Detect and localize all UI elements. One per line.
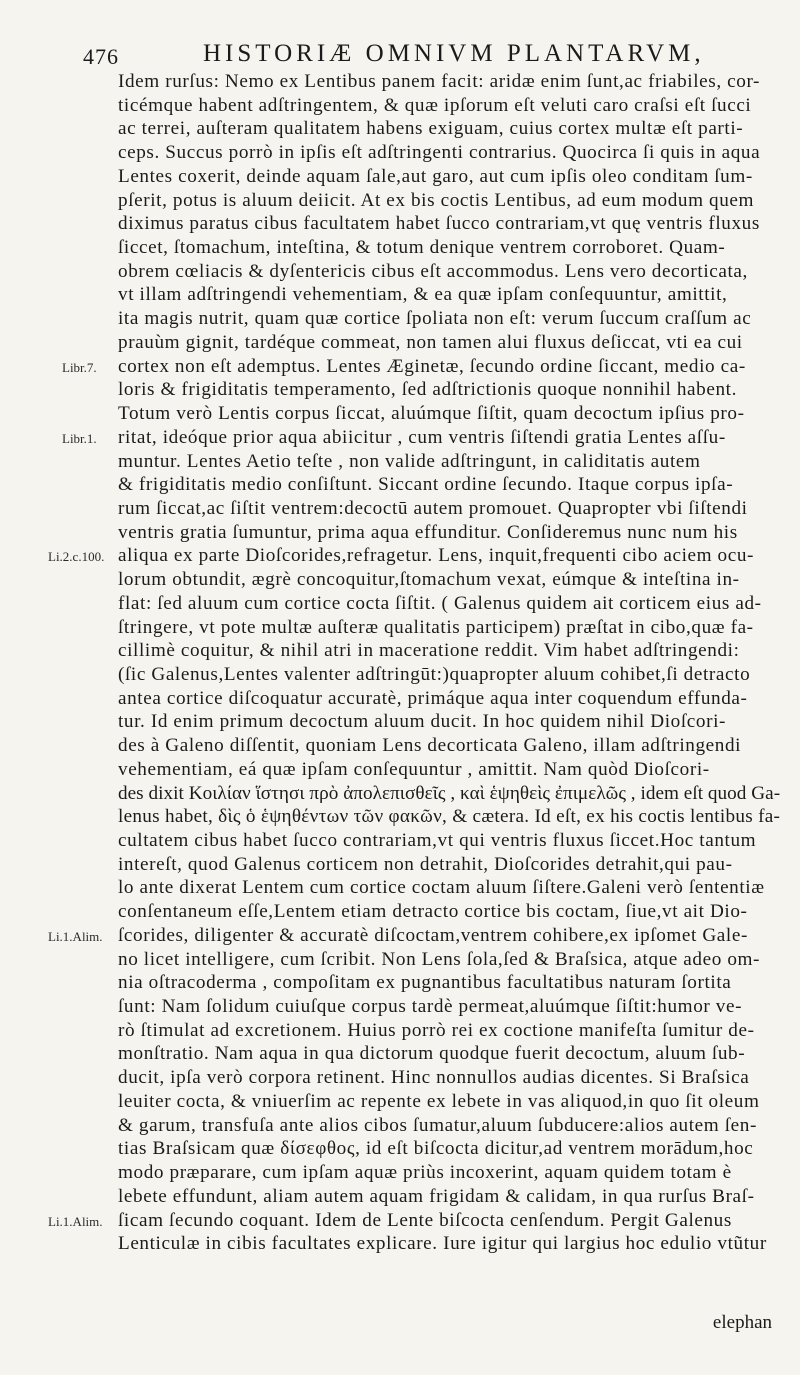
text-line: obrem cœliacis & dyſentericis cibus eſt accommodus. Lens vero decorticata, xyxy=(118,260,748,282)
text-line: leuiter cocta, & vniuerſim ac repente ex lebete in vas aliquod,in quo ſit oleum xyxy=(118,1090,760,1112)
text-line: des dixit Κοιλίαν ἵστησι πρὸ ἀπολεπισθεῖς , καὶ ἑψηθεὶς ἐπιμελῶς , idem eſt quod Ga- xyxy=(118,782,781,804)
text-line: ſicam ſecundo coquant. Idem de Lente biſcocta cenſendum. Pergit Galenus xyxy=(118,1209,732,1231)
margin-note: Libr.1. xyxy=(62,430,97,446)
text-line: monſtratio. Nam aqua in qua dictorum quodque fuerit decoctum, aluum ſub- xyxy=(118,1043,746,1065)
text-line: tias Braſsicam quæ δίσεφθος, id eſt biſcocta dicitur,ad ventrem morādum,hoc xyxy=(118,1138,754,1160)
text-line: conſentaneum eſſe,Lentem etiam detracto cortice bis coctam, ſiue,vt ait Dio- xyxy=(118,901,748,923)
text-line: tur. Id enim primum decoctum aluum ducit. In hoc quidem nihil Dioſcori- xyxy=(118,711,726,733)
text-line: Lentes coxerit, deinde aquam ſale,aut garo, aut cum ipſis oleo conditam ſum- xyxy=(118,165,753,187)
text-line: lebete effundunt, aliam autem aquam frigidam & calidam, in qua rurſus Braſ- xyxy=(118,1185,755,1207)
text-line: vehementiam, eá quæ ipſam conſequuntur , amittit. Nam quòd Dioſcori- xyxy=(118,758,710,780)
text-line: ceps. Succus porrò in ipſis eſt adſtringenti contrarius. Quocirca ſi quis in aqua xyxy=(118,142,761,164)
text-line: ventris gratia ſumuntur, prima aqua effunditur. Conſideremus nunc num his xyxy=(118,521,738,543)
text-line: ducit, ipſa verò corpora retinent. Hinc nonnullos audias dicentes. Si Braſsica xyxy=(118,1067,750,1089)
text-line: vt illam adſtringendi vehementiam, & ea quæ ipſam conſequuntur, amittit, xyxy=(118,284,728,306)
text-line: muntur. Lentes Aetio teſte , non valide adſtringunt, in caliditatis autem xyxy=(118,450,701,472)
text-line: Lenticulæ in cibis facultates explicare. Iure igitur qui largius hoc edulio vtũtur xyxy=(118,1233,767,1255)
catchword: elephan xyxy=(712,1312,772,1333)
text-line: & frigiditatis medio conſiſtunt. Siccant ordine ſecundo. Itaque corpus ipſa- xyxy=(118,474,734,496)
page-number: 476 xyxy=(83,44,119,69)
text-line: cillimè coquitur, & nihil atri in maceratione reddit. Vim habet adſtringendi: xyxy=(118,640,740,662)
text-line: ritat, ideóque prior aqua abiicitur , cum ventris ſiſtendi gratia Lentes aſſu- xyxy=(118,426,726,448)
text-line: modo præparare, cum ipſam aquæ priùs incoxerint, aquam quidem totam è xyxy=(118,1162,732,1184)
text-line: prauùm gignit, tardéque commeat, non tamen alui fluxus deſiccat, vti ea cui xyxy=(118,331,743,353)
text-line: ticémque habent adſtringentem, & quæ ipſorum eſt veluti caro craſsi eſt ſucci xyxy=(118,94,752,116)
text-line: antea cortice diſcoquatur accuratè, primáque aqua inter coquendum effunda- xyxy=(118,687,748,709)
text-line: diximus paratus cibus facultatem habet ſucco contrariam,vt quę ventris fluxus xyxy=(118,213,760,235)
text-line: rum ſiccat,ac ſiſtit ventrem:decoctū autem promouet. Quapropter vbi ſiſtendi xyxy=(118,497,748,519)
text-line: Totum verò Lentis corpus ſiccat, aluúmque ſiſtit, quam decoctum ipſius pro- xyxy=(118,403,745,425)
text-line: ſcorides, diligenter & accuratè diſcoctam,ventrem cohibere,ex ipſomet Gale- xyxy=(118,924,748,946)
margin-notes xyxy=(0,0,118,1375)
running-title: HISTORIÆ OMNIVM PLANTARVM, xyxy=(203,40,705,67)
text-line: rò ſtimulat ad excretionem. Huius porrò rei ex coctione manifeſta ſumitur de- xyxy=(118,1019,755,1041)
margin-note: Li.1.Alim. xyxy=(48,1213,103,1229)
text-line: Idem rurſus: Nemo ex Lentibus panem facit: aridæ enim ſunt,ac friabiles, cor- xyxy=(118,71,761,92)
text-line: ſtringere, vt pote multæ auſteræ qualitatis participem) præſtat in cibo,quæ fa- xyxy=(118,616,754,638)
text-line: intereſt, quod Galenus corticem non detrahit, Dioſcorides detrahit,qui pau- xyxy=(118,853,733,875)
text-line: ita magis nutrit, quam quæ cortice ſpoliata non eſt: verum ſuccum craſſum ac xyxy=(118,308,752,330)
text-line: lorum obtundit, ægrè concoquitur,ſtomachum vexat, eúmque & inteſtina in- xyxy=(118,569,740,591)
body-text xyxy=(118,70,788,1256)
text-line: aliqua ex parte Dioſcorides,refragetur. Lens, inquit,frequenti cibo aciem ocu- xyxy=(118,545,755,567)
text-line: lenus habet, δὶς ὁ ἑψηθέντων τῶν φακῶν, & cætera. Id eſt, ex his coctis lentibus fa- xyxy=(118,806,781,828)
text-line: ſiccet, ſtomachum, inteſtina, & totum denique ventrem corroboret. Quam- xyxy=(118,237,726,259)
running-head xyxy=(83,40,773,74)
margin-note: Li.2.c.100. xyxy=(48,549,105,565)
text-line: & garum, transfuſa ante alios cibos ſumatur,aluum ſubducere:alios autem ſen- xyxy=(118,1114,757,1136)
text-line: (ſic Galenus,Lentes valenter adſtringūt:)quapropter aluum cohibet,ſi detracto xyxy=(118,663,751,685)
margin-note: Li.1.Alim. xyxy=(48,928,103,944)
text-line: des à Galeno diſſentit, quoniam Lens decorticata Galeno, illam adſtringendi xyxy=(118,735,742,757)
text-line: loris & frigiditatis temperamento, ſed adſtrictionis quoque nonnihil habent. xyxy=(118,379,737,401)
text-line: pſerit, potus is aluum deiicit. At ex bis coctis Lentibus, ad eum modum quem xyxy=(118,189,755,211)
text-line: ac terrei, auſteram qualitatem habens exiguam, cuius cortex multæ eſt parti- xyxy=(118,118,744,140)
text-line: flat: ſed aluum cum cortice cocta ſiſtit. ( Galenus quidem ait corticem eius ad- xyxy=(118,592,762,614)
text-line: cortex non eſt ademptus. Lentes Æginetæ, ſecundo ordine ſiccant, medio ca- xyxy=(118,355,746,377)
text-line: lo ante dixerat Lentem cum cortice coctam aluum ſiſtere.Galeni verò ſententiæ xyxy=(118,877,765,899)
text-line: nia oſtracoderma , compoſitam ex pugnantibus facultatibus naturam ſortita xyxy=(118,972,732,994)
text-line: ſunt: Nam ſolidum cuiuſque corpus tardè permeat,aluúmque ſiſtit:humor ve- xyxy=(118,996,743,1018)
text-line: no licet intelligere, cum ſcribit. Non Lens ſola,ſed & Braſsica, atque adeo om- xyxy=(118,948,761,970)
margin-note: Libr.7. xyxy=(62,359,97,375)
text-line: cultatem cibus habet ſucco contrariam,vt qui ventris fluxus ſiccet.Hoc tantum xyxy=(118,830,757,851)
